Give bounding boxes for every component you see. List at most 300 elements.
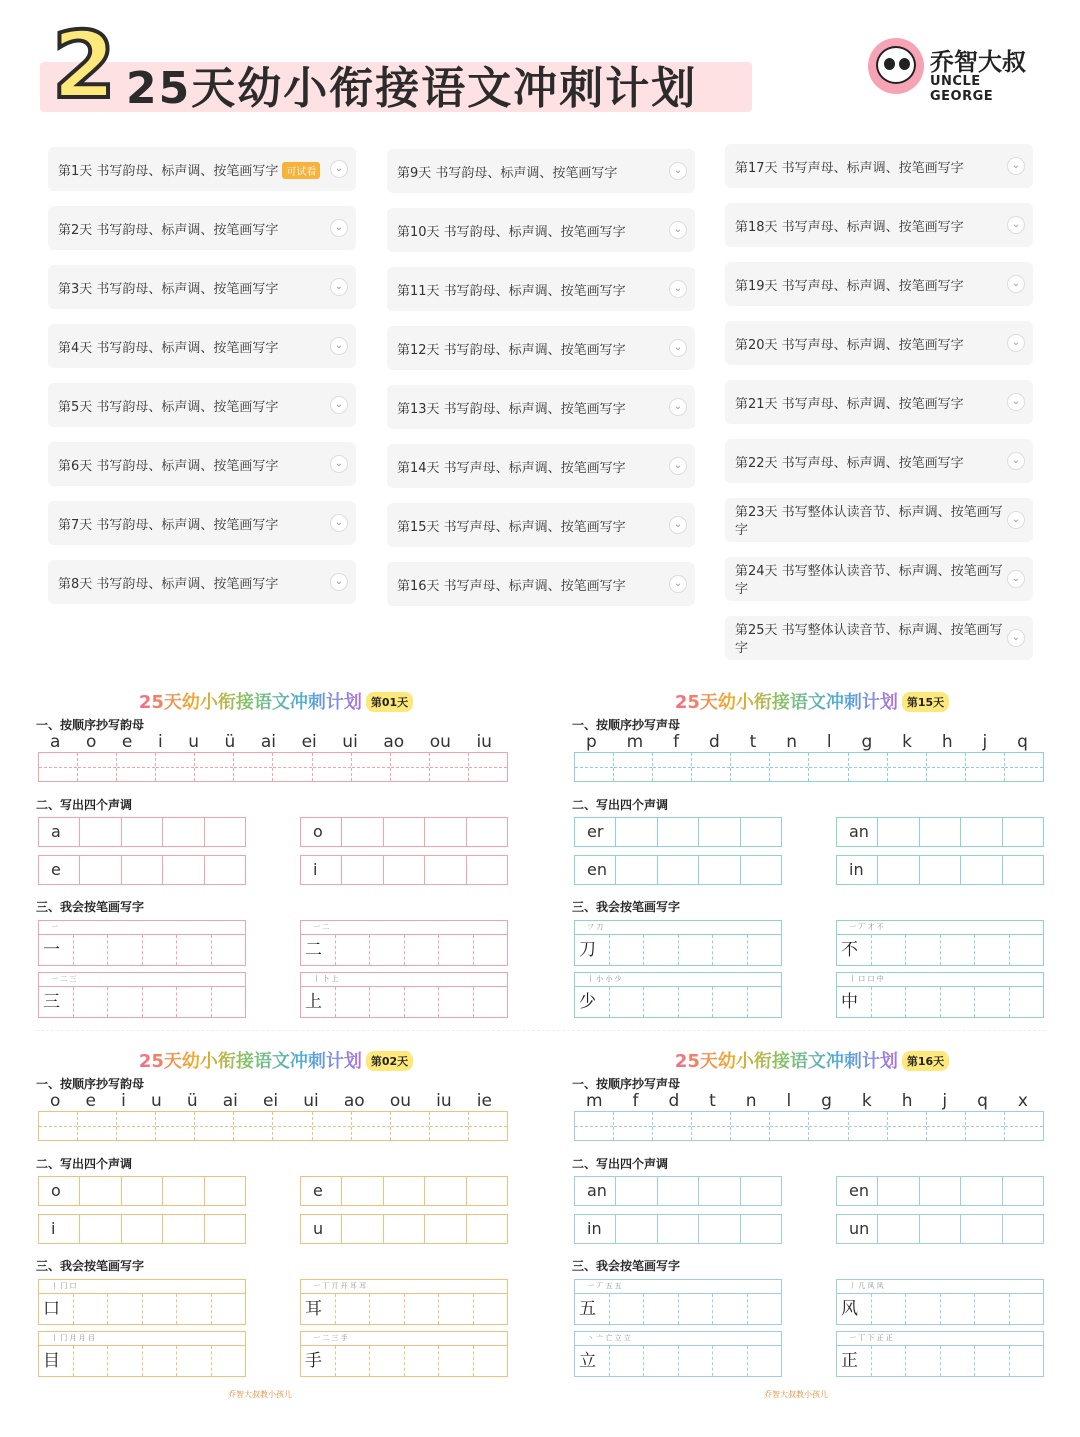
practice-cell[interactable] — [474, 1294, 508, 1324]
chevron-down-icon[interactable]: ⌄ — [1007, 452, 1025, 470]
grid-cell[interactable] — [1005, 753, 1043, 781]
grid-cell[interactable] — [430, 753, 469, 781]
trial-badge[interactable]: 可试看 — [282, 162, 320, 179]
chevron-down-icon[interactable]: ⌄ — [1007, 275, 1025, 293]
grid-cell[interactable] — [575, 1112, 614, 1140]
practice-cell[interactable] — [748, 987, 782, 1017]
day-item[interactable] — [48, 324, 356, 368]
grid-cell[interactable] — [966, 1112, 1005, 1140]
tone-cell[interactable] — [163, 818, 204, 846]
grid-cell[interactable] — [78, 1112, 117, 1140]
tone-cell[interactable] — [342, 856, 383, 884]
practice-cell[interactable] — [872, 1294, 907, 1324]
tone-cell[interactable] — [163, 1177, 204, 1205]
chevron-down-icon[interactable]: ⌄ — [330, 573, 348, 591]
day-item[interactable] — [725, 439, 1033, 483]
practice-cell[interactable] — [975, 1294, 1010, 1324]
day-badge: 第01天 — [366, 692, 413, 712]
tone-cell[interactable] — [741, 818, 781, 846]
grid-cell[interactable] — [809, 753, 848, 781]
practice-cell[interactable] — [74, 987, 109, 1017]
grid-cell[interactable] — [692, 753, 731, 781]
tone-cell[interactable] — [425, 856, 466, 884]
practice-cell[interactable] — [906, 1294, 941, 1324]
practice-cell[interactable] — [644, 935, 679, 965]
day-item-text: 第3天 书写韵母、标声调、按笔画写字 — [58, 282, 279, 297]
stroke-order: 一 二 三 手 — [300, 1331, 508, 1345]
worksheet-title — [572, 1047, 1052, 1073]
grid-cell[interactable] — [927, 1112, 966, 1140]
day-item[interactable] — [48, 147, 356, 191]
stroke-order: 丨 卜 上 — [300, 972, 508, 986]
practice-cell[interactable] — [143, 935, 178, 965]
day-item[interactable] — [725, 262, 1033, 306]
practice-cell[interactable] — [679, 935, 714, 965]
grid-cell[interactable] — [117, 753, 156, 781]
practice-cell[interactable] — [439, 1346, 474, 1376]
pinyin-letter: ao — [343, 1091, 365, 1111]
tone-cell[interactable] — [699, 1177, 740, 1205]
practice-cell[interactable] — [143, 987, 178, 1017]
tone-cell[interactable] — [425, 818, 466, 846]
tone-cell[interactable] — [920, 1177, 961, 1205]
practice-cell[interactable] — [975, 987, 1010, 1017]
section-heading: 一、按顺序抄写声母 — [572, 1077, 681, 1091]
tone-cell[interactable] — [878, 856, 919, 884]
practice-cell[interactable] — [474, 935, 508, 965]
tone-cell[interactable] — [920, 1215, 961, 1243]
tone-syllable: er — [575, 818, 616, 846]
model-character: 口 — [39, 1294, 74, 1324]
grid-cell[interactable] — [888, 1112, 927, 1140]
practice-cell[interactable] — [644, 1346, 679, 1376]
tone-cell[interactable] — [658, 818, 699, 846]
day-item[interactable] — [387, 562, 695, 606]
tone-cell[interactable] — [616, 818, 657, 846]
letter-row — [572, 732, 1042, 752]
tone-cell[interactable] — [616, 1177, 657, 1205]
stroke-practice — [836, 1331, 1044, 1377]
tone-cell[interactable] — [342, 818, 383, 846]
chevron-down-icon[interactable]: ⌄ — [1007, 511, 1025, 529]
tone-cell[interactable] — [878, 1215, 919, 1243]
chevron-down-icon[interactable]: ⌄ — [1007, 216, 1025, 234]
worksheet-title-text: 25天幼小衔接语文冲刺计划 — [138, 692, 362, 713]
day-item[interactable] — [387, 208, 695, 252]
section-heading: 一、按顺序抄写韵母 — [36, 718, 145, 732]
day-item[interactable] — [725, 557, 1033, 601]
tone-cell[interactable] — [1003, 1177, 1043, 1205]
chevron-down-icon[interactable]: ⌄ — [330, 514, 348, 532]
practice-cell[interactable] — [108, 987, 143, 1017]
practice-cell[interactable] — [177, 1294, 212, 1324]
grid-cell[interactable] — [234, 1112, 273, 1140]
day-item[interactable] — [387, 385, 695, 429]
practice-cell[interactable] — [439, 935, 474, 965]
tone-cell[interactable] — [122, 818, 163, 846]
practice-cell[interactable] — [975, 1346, 1010, 1376]
footer-watermark-left: 乔智大叔教小孩儿 — [228, 1390, 292, 1399]
practice-cell[interactable] — [610, 1346, 645, 1376]
day-item[interactable] — [48, 560, 356, 604]
chevron-down-icon[interactable]: ⌄ — [1007, 629, 1025, 647]
tone-cell[interactable] — [342, 1177, 383, 1205]
grid-cell[interactable] — [653, 753, 692, 781]
chevron-down-icon[interactable]: ⌄ — [669, 398, 687, 416]
day-item[interactable] — [48, 383, 356, 427]
practice-cell[interactable] — [143, 1346, 178, 1376]
day-item[interactable] — [387, 503, 695, 547]
practice-cell[interactable] — [1010, 935, 1044, 965]
chevron-down-icon[interactable]: ⌄ — [669, 516, 687, 534]
tone-cell[interactable] — [467, 1177, 507, 1205]
tone-grid — [38, 1214, 246, 1244]
practice-cell[interactable] — [177, 987, 212, 1017]
practice-cell[interactable] — [212, 1346, 246, 1376]
grid-cell[interactable] — [156, 1112, 195, 1140]
chevron-down-icon[interactable]: ⌄ — [1007, 157, 1025, 175]
chevron-down-icon[interactable]: ⌄ — [330, 160, 348, 178]
tone-cell[interactable] — [122, 1177, 163, 1205]
tone-cell[interactable] — [616, 1215, 657, 1243]
day-item[interactable] — [725, 616, 1033, 660]
grid-cell[interactable] — [614, 753, 653, 781]
chevron-down-icon[interactable]: ⌄ — [1007, 393, 1025, 411]
chevron-down-icon[interactable]: ⌄ — [330, 396, 348, 414]
grid-cell[interactable] — [430, 1112, 469, 1140]
tone-cell[interactable] — [205, 856, 245, 884]
practice-cell[interactable] — [906, 987, 941, 1017]
grid-cell[interactable] — [770, 753, 809, 781]
tone-cell[interactable] — [878, 818, 919, 846]
day-item[interactable] — [725, 380, 1033, 424]
tone-cell[interactable] — [205, 1215, 245, 1243]
practice-cell[interactable] — [1010, 987, 1044, 1017]
practice-cell[interactable] — [474, 1346, 508, 1376]
tone-syllable: an — [575, 1177, 616, 1205]
pinyin-letter: ao — [383, 732, 405, 752]
practice-cell[interactable] — [108, 1346, 143, 1376]
char-row — [300, 1293, 508, 1325]
day-item-text: 第6天 书写韵母、标声调、按笔画写字 — [58, 459, 279, 474]
model-character: 耳 — [301, 1294, 336, 1324]
day-item[interactable] — [387, 444, 695, 488]
tone-grid — [574, 817, 782, 847]
grid-cell[interactable] — [156, 753, 195, 781]
practice-cell[interactable] — [713, 935, 748, 965]
grid-cell[interactable] — [849, 1112, 888, 1140]
letter-row — [36, 1091, 506, 1111]
practice-cell[interactable] — [679, 987, 714, 1017]
practice-cell[interactable] — [336, 1294, 371, 1324]
day-item[interactable] — [387, 149, 695, 193]
tone-cell[interactable] — [163, 1215, 204, 1243]
grid-cell[interactable] — [731, 753, 770, 781]
practice-cell[interactable] — [74, 1294, 109, 1324]
day-item-text: 第15天 书写声母、标声调、按笔画写字 — [397, 520, 626, 535]
tone-cell[interactable] — [122, 1215, 163, 1243]
practice-cell[interactable] — [610, 987, 645, 1017]
practice-cell[interactable] — [679, 1294, 714, 1324]
tone-syllable: an — [837, 818, 878, 846]
stroke-order: 丨 冂 口 — [38, 1279, 246, 1293]
grid-cell[interactable] — [469, 753, 507, 781]
tone-cell[interactable] — [1003, 856, 1043, 884]
pinyin-letter: k — [902, 732, 912, 752]
tone-cell[interactable] — [342, 1215, 383, 1243]
grid-cell[interactable] — [809, 1112, 848, 1140]
char-row — [38, 1293, 246, 1325]
chevron-down-icon[interactable]: ⌄ — [669, 457, 687, 475]
practice-cell[interactable] — [1010, 1294, 1044, 1324]
tone-cell[interactable] — [384, 1177, 425, 1205]
tone-cell[interactable] — [961, 1215, 1002, 1243]
tone-cell[interactable] — [741, 1177, 781, 1205]
practice-cell[interactable] — [370, 935, 405, 965]
day-item-text: 第12天 书写韵母、标声调、按笔画写字 — [397, 343, 626, 358]
tone-cell[interactable] — [384, 818, 425, 846]
pinyin-letter: i — [121, 1091, 126, 1111]
tone-cell[interactable] — [658, 856, 699, 884]
grid-cell[interactable] — [352, 1112, 391, 1140]
practice-cell[interactable] — [1010, 1346, 1044, 1376]
pinyin-letter: ü — [224, 732, 236, 752]
tone-cell[interactable] — [122, 856, 163, 884]
practice-cell[interactable] — [212, 935, 246, 965]
day-item[interactable] — [48, 206, 356, 250]
pinyin-letter: t — [749, 732, 757, 752]
practice-cell[interactable] — [713, 1346, 748, 1376]
char-row — [300, 1345, 508, 1377]
practice-cell[interactable] — [370, 987, 405, 1017]
model-character: 上 — [301, 987, 336, 1017]
section-heading: 三、我会按笔画写字 — [36, 1259, 145, 1273]
day-item-text: 第2天 书写韵母、标声调、按笔画写字 — [58, 223, 279, 238]
grid-cell[interactable] — [391, 1112, 430, 1140]
practice-cell[interactable] — [474, 987, 508, 1017]
grid-cell[interactable] — [692, 1112, 731, 1140]
day-item-text: 第9天 书写韵母、标声调、按笔画写字 — [397, 166, 618, 181]
tone-cell[interactable] — [467, 856, 507, 884]
grid-cell[interactable] — [1005, 1112, 1043, 1140]
worksheet-title-text: 25天幼小衔接语文冲刺计划 — [674, 1051, 898, 1072]
grid-cell[interactable] — [770, 1112, 809, 1140]
tone-cell[interactable] — [205, 1177, 245, 1205]
practice-cell[interactable] — [975, 935, 1010, 965]
char-row — [38, 934, 246, 966]
day-item-text: 第22天 书写声母、标声调、按笔画写字 — [735, 456, 964, 471]
grid-cell[interactable] — [352, 753, 391, 781]
stroke-practice — [836, 972, 1044, 1018]
grid-cell[interactable] — [78, 753, 117, 781]
day-item-label — [58, 219, 278, 238]
tone-cell[interactable] — [699, 856, 740, 884]
practice-cell[interactable] — [143, 1294, 178, 1324]
grid-cell[interactable] — [117, 1112, 156, 1140]
practice-cell[interactable] — [906, 935, 941, 965]
grid-cell[interactable] — [614, 1112, 653, 1140]
grid-cell[interactable] — [313, 1112, 352, 1140]
tone-syllable: a — [39, 818, 80, 846]
chevron-down-icon[interactable]: ⌄ — [669, 339, 687, 357]
chevron-down-icon[interactable]: ⌄ — [1007, 334, 1025, 352]
tone-cell[interactable] — [878, 1177, 919, 1205]
tone-cell[interactable] — [961, 856, 1002, 884]
tone-cell[interactable] — [658, 1177, 699, 1205]
practice-cell[interactable] — [941, 987, 976, 1017]
tone-cell[interactable] — [961, 818, 1002, 846]
stroke-practice — [836, 920, 1044, 966]
day-item[interactable] — [387, 267, 695, 311]
practice-cell[interactable] — [872, 1346, 907, 1376]
tone-cell[interactable] — [658, 1215, 699, 1243]
grid-cell[interactable] — [575, 753, 614, 781]
worksheet — [36, 1047, 516, 1402]
tone-cell[interactable] — [920, 856, 961, 884]
chevron-down-icon[interactable]: ⌄ — [669, 221, 687, 239]
practice-cell[interactable] — [748, 935, 782, 965]
practice-cell[interactable] — [177, 1346, 212, 1376]
practice-cell[interactable] — [906, 1346, 941, 1376]
practice-cell[interactable] — [74, 1346, 109, 1376]
practice-cell[interactable] — [644, 987, 679, 1017]
practice-cell[interactable] — [679, 1346, 714, 1376]
grid-cell[interactable] — [731, 1112, 770, 1140]
practice-cell[interactable] — [212, 1294, 246, 1324]
tone-cell[interactable] — [961, 1177, 1002, 1205]
grid-cell[interactable] — [849, 753, 888, 781]
chevron-down-icon[interactable]: ⌄ — [330, 219, 348, 237]
tone-cell[interactable] — [616, 856, 657, 884]
practice-cell[interactable] — [336, 935, 371, 965]
tone-cell[interactable] — [80, 1177, 121, 1205]
grid-cell[interactable] — [313, 753, 352, 781]
grid-cell[interactable] — [39, 1112, 78, 1140]
tone-grid — [38, 817, 246, 847]
tone-cell[interactable] — [1003, 1215, 1043, 1243]
tone-cell[interactable] — [80, 856, 121, 884]
grid-cell[interactable] — [469, 1112, 507, 1140]
model-character: 一 — [39, 935, 74, 965]
practice-cell[interactable] — [713, 987, 748, 1017]
practice-cell[interactable] — [108, 935, 143, 965]
day-item[interactable] — [387, 326, 695, 370]
tone-cell[interactable] — [699, 1215, 740, 1243]
practice-cell[interactable] — [405, 1294, 440, 1324]
practice-cell[interactable] — [336, 1346, 371, 1376]
practice-cell[interactable] — [941, 1294, 976, 1324]
chevron-down-icon[interactable]: ⌄ — [669, 280, 687, 298]
practice-cell[interactable] — [439, 987, 474, 1017]
practice-cell[interactable] — [610, 935, 645, 965]
grid-cell[interactable] — [391, 753, 430, 781]
tone-cell[interactable] — [163, 856, 204, 884]
tone-cell[interactable] — [741, 1215, 781, 1243]
practice-cell[interactable] — [872, 987, 907, 1017]
day-badge: 第16天 — [902, 1051, 949, 1071]
grid-cell[interactable] — [653, 1112, 692, 1140]
practice-cell[interactable] — [212, 987, 246, 1017]
practice-cell[interactable] — [405, 987, 440, 1017]
practice-cell[interactable] — [108, 1294, 143, 1324]
pinyin-letter: j — [982, 732, 988, 752]
practice-cell[interactable] — [610, 1294, 645, 1324]
practice-cell[interactable] — [405, 1346, 440, 1376]
grid-cell[interactable] — [966, 753, 1005, 781]
tone-cell[interactable] — [920, 818, 961, 846]
grid-cell[interactable] — [273, 753, 312, 781]
grid-cell[interactable] — [195, 1112, 234, 1140]
grid-cell[interactable] — [888, 753, 927, 781]
chevron-down-icon[interactable]: ⌄ — [330, 337, 348, 355]
practice-cell[interactable] — [713, 1294, 748, 1324]
tone-cell[interactable] — [699, 818, 740, 846]
tone-cell[interactable] — [80, 1215, 121, 1243]
grid-cell[interactable] — [234, 753, 273, 781]
grid-cell[interactable] — [39, 753, 78, 781]
tone-cell[interactable] — [425, 1215, 466, 1243]
grid-cell[interactable] — [927, 753, 966, 781]
pinyin-letter: l — [786, 1091, 792, 1111]
practice-cell[interactable] — [74, 935, 109, 965]
day-item[interactable] — [725, 144, 1033, 188]
day-item[interactable] — [725, 203, 1033, 247]
day-item[interactable] — [48, 501, 356, 545]
model-character: 三 — [39, 987, 74, 1017]
stroke-order: 丿 几 风 风 — [836, 1279, 1044, 1293]
tone-cell[interactable] — [1003, 818, 1043, 846]
practice-cell[interactable] — [439, 1294, 474, 1324]
practice-cell[interactable] — [644, 1294, 679, 1324]
practice-cell[interactable] — [872, 935, 907, 965]
tone-cell[interactable] — [80, 818, 121, 846]
tone-grid — [574, 855, 782, 885]
practice-cell[interactable] — [405, 935, 440, 965]
tone-cell[interactable] — [741, 856, 781, 884]
chevron-down-icon[interactable]: ⌄ — [330, 278, 348, 296]
practice-cell[interactable] — [370, 1294, 405, 1324]
chevron-down-icon[interactable]: ⌄ — [1007, 570, 1025, 588]
practice-cell[interactable] — [941, 935, 976, 965]
practice-cell[interactable] — [336, 987, 371, 1017]
tone-cell[interactable] — [425, 1177, 466, 1205]
day-item[interactable] — [48, 442, 356, 486]
day-item-label — [58, 337, 278, 356]
grid-cell[interactable] — [273, 1112, 312, 1140]
pinyin-letter: ui — [342, 732, 358, 752]
practice-cell[interactable] — [370, 1346, 405, 1376]
tone-cell[interactable] — [205, 818, 245, 846]
day-item[interactable] — [725, 321, 1033, 365]
tone-cell[interactable] — [384, 856, 425, 884]
tone-cell[interactable] — [384, 1215, 425, 1243]
practice-cell[interactable] — [941, 1346, 976, 1376]
day-item[interactable] — [48, 265, 356, 309]
grid-cell[interactable] — [195, 753, 234, 781]
practice-cell[interactable] — [748, 1346, 782, 1376]
day-item[interactable] — [725, 498, 1033, 542]
practice-cell[interactable] — [177, 935, 212, 965]
chevron-down-icon[interactable]: ⌄ — [669, 575, 687, 593]
stroke-order: 一 丅 下 正 正 — [836, 1331, 1044, 1345]
chevron-down-icon[interactable]: ⌄ — [669, 162, 687, 180]
tone-cell[interactable] — [467, 818, 507, 846]
tone-cell[interactable] — [467, 1215, 507, 1243]
practice-cell[interactable] — [748, 1294, 782, 1324]
char-row — [300, 986, 508, 1018]
chevron-down-icon[interactable]: ⌄ — [330, 455, 348, 473]
pinyin-letter: l — [826, 732, 832, 752]
